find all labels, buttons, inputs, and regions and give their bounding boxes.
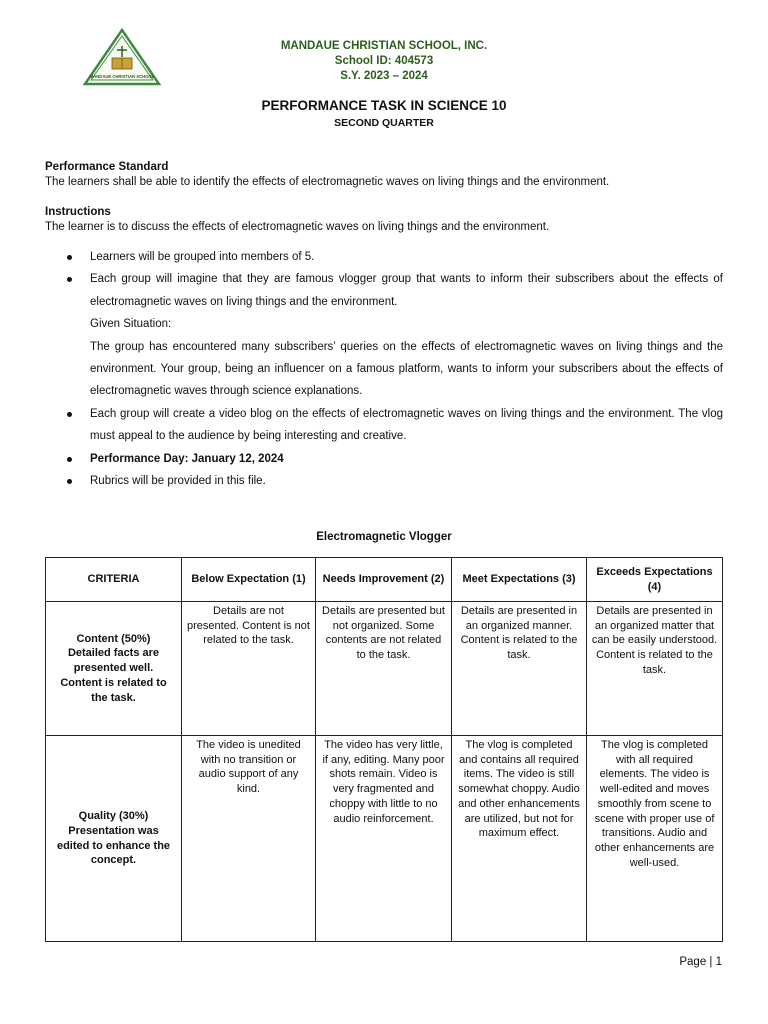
list-item xyxy=(45,246,723,268)
rubric-title: Electromagnetic Vlogger xyxy=(316,531,452,543)
page-number: Page | 1 xyxy=(679,956,722,968)
table-cell: The video has very little, if any, editing. Many poor shots remain. Video is very fragmented and choppy with little to no audio reinforcement. xyxy=(316,736,452,942)
table-cell: Details are presented in an organized manner. Content is related to the task. xyxy=(452,602,587,736)
table-cell: Details are presented but not organized. Some contents are not related to the task. xyxy=(316,602,452,736)
table-cell: The video is unedited with no transition or audio support of any kind. xyxy=(182,736,316,942)
performance-standard-section xyxy=(45,160,725,190)
rubric-table xyxy=(45,557,723,942)
criteria-cell: Content (50%) Detailed facts are presented well. Content is related to the task. xyxy=(46,602,182,736)
instructions-section xyxy=(45,205,725,235)
situation-text: The group has encountered many subscribers’ queries on the effects of electromagnetic waves on living things and the environment. Your group, being an influencer on a famous platform, wants to inform your subscribers about the effects of electromagnetic waves through science explanations. xyxy=(90,340,723,398)
list-item-text: Each group will imagine that they are famous vlogger group that wants to inform their subscribers about the effects of electromagnetic waves on living things and the environment. xyxy=(90,273,723,308)
page-title: PERFORMANCE TASK IN SCIENCE 10 xyxy=(261,98,507,113)
table-row xyxy=(46,736,723,942)
school-id: School ID: 404573 xyxy=(334,55,434,67)
column-header: Below Expectation (1) xyxy=(182,558,316,602)
list-item xyxy=(45,268,723,402)
column-header: CRITERIA xyxy=(46,558,182,602)
column-header: Exceeds Expectations (4) xyxy=(587,558,723,602)
school-header xyxy=(0,39,768,84)
bullet-icon xyxy=(67,412,72,417)
table-cell: Details are not presented. Content is not related to the task. xyxy=(182,602,316,736)
school-year: S.Y. 2023 – 2024 xyxy=(340,70,428,82)
bullet-icon xyxy=(67,277,72,282)
situation-label: Given Situation: xyxy=(90,318,172,331)
table-row xyxy=(46,602,723,736)
bullet-icon xyxy=(67,457,72,462)
school-name: MANDAUE CHRISTIAN SCHOOL, INC. xyxy=(280,40,488,52)
table-cell: The vlog is completed and contains all required items. The video is still somewhat choppy. Audio and other enhancements are utilized, but not for maximum effect. xyxy=(452,736,587,942)
instructions-text: The learner is to discuss the effects of electromagnetic waves on living things and the environment. xyxy=(45,221,550,233)
list-item xyxy=(45,448,723,470)
list-item xyxy=(45,403,723,448)
standard-heading: Performance Standard xyxy=(45,161,169,173)
logo-text: MANDAUE CHRISTIAN SCHOOL xyxy=(89,74,155,79)
page-subtitle: SECOND QUARTER xyxy=(334,117,434,129)
list-item xyxy=(45,470,723,492)
list-item-text: Rubrics will be provided in this file. xyxy=(90,475,266,488)
criteria-cell: Quality (30%) Presentation was edited to enhance the concept. xyxy=(46,736,182,942)
performance-day: Performance Day: January 12, 2024 xyxy=(90,452,284,465)
instructions-heading: Instructions xyxy=(45,206,111,218)
list-item-text: Learners will be grouped into members of 5. xyxy=(90,251,315,263)
standard-text: The learners shall be able to identify the effects of electromagnetic waves on living things and the environment. xyxy=(45,176,610,188)
bullet-icon xyxy=(67,255,72,260)
list-item-text: Each group will create a video blog on the effects of electromagnetic waves on living things and the environment. The vlog must appeal to the audience by being interesting and creative. xyxy=(90,407,723,443)
bullet-icon xyxy=(67,479,72,484)
table-cell: Details are presented in an organized matter that can be easily understood. Content is related to the task. xyxy=(587,602,723,736)
table-cell: The vlog is completed with all required elements. The video is well-edited and moves smoothly from scene to scene with proper use of transitions. Audio and other enhancements are well-used. xyxy=(587,736,723,942)
column-header: Meet Expectations (3) xyxy=(452,558,587,602)
instructions-list xyxy=(45,246,723,492)
column-header: Needs Improvement (2) xyxy=(316,558,452,602)
table-header-row xyxy=(46,558,723,602)
